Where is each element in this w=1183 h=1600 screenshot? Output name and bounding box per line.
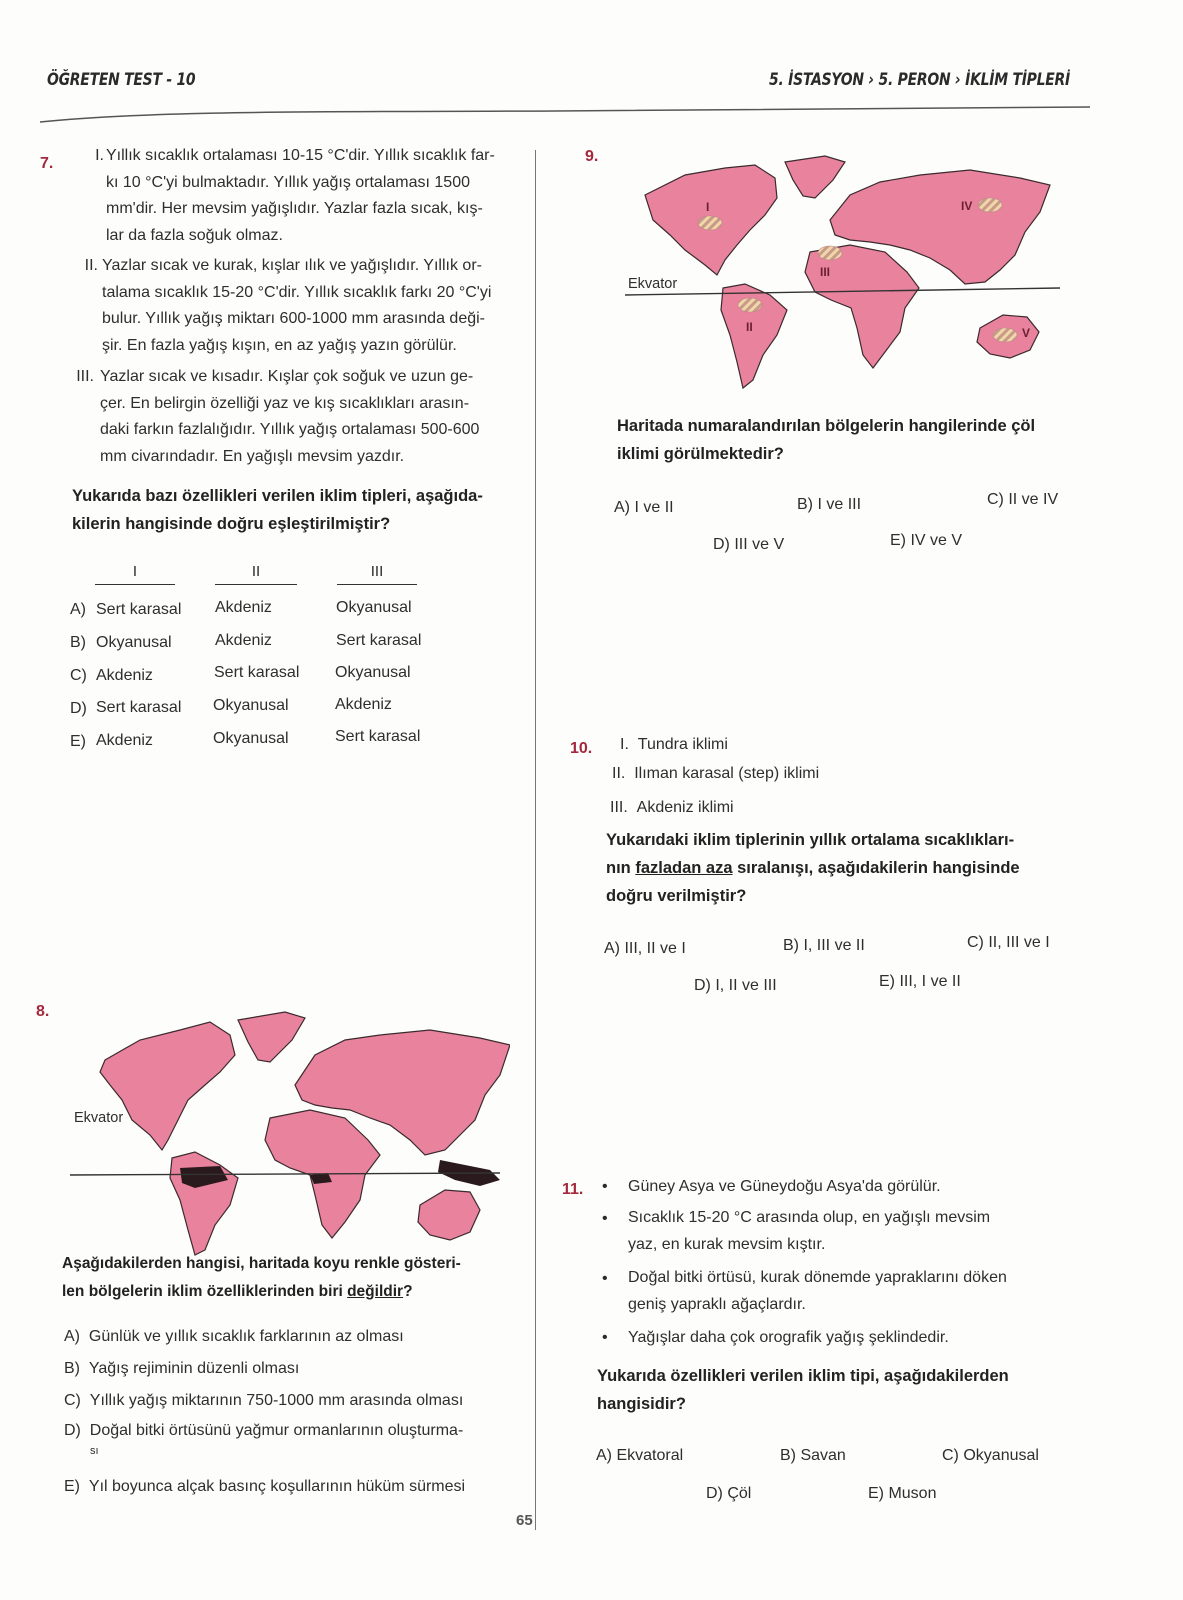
option-letter: A): [64, 1328, 80, 1345]
region-label-ii: II: [746, 320, 753, 334]
landmass-africa: [805, 245, 919, 368]
option-letter: A): [70, 601, 86, 618]
option-text: I ve II: [634, 499, 674, 516]
option-cell: Okyanusal: [335, 664, 411, 681]
option-text: Savan: [800, 1447, 846, 1464]
question-line: Yukarıda bazı özellikleri verilen iklim tipleri, aşağıda-: [72, 487, 483, 505]
option-c[interactable]: [70, 667, 87, 685]
option-letter: E): [64, 1478, 80, 1495]
region-label-v: V: [1022, 326, 1031, 340]
bullet-icon: •: [602, 1270, 608, 1287]
region-i-marker: [698, 216, 722, 230]
option-b[interactable]: [797, 496, 861, 514]
emphasis-underlined: değildir: [347, 1283, 404, 1300]
option-letter: D): [706, 1485, 723, 1502]
emphasis-underlined: fazladan aza: [635, 859, 733, 877]
column-rule: [337, 584, 417, 585]
option-e[interactable]: [64, 1478, 465, 1496]
text-line: Yıllık sıcaklık ortalaması 10-15 °C'dir. Yıllık sıcaklık far-: [106, 147, 495, 164]
question-number-10: 10.: [570, 740, 593, 757]
option-letter: D): [713, 536, 730, 553]
option-text: Okyanusal: [963, 1447, 1039, 1464]
option-letter: A): [614, 499, 630, 516]
landmass-greenland: [238, 1012, 305, 1062]
column-header-iii: III: [370, 563, 384, 580]
option-text: I, III ve II: [803, 937, 865, 954]
region-iii-marker: [818, 246, 842, 260]
text-line: bulur. Yıllık yağış miktarı 600-1000 mm arasında deği-: [102, 310, 485, 327]
option-b[interactable]: [64, 1360, 299, 1378]
option-letter: D): [70, 700, 87, 717]
equator-line: [70, 1173, 500, 1175]
question-number-8: 8.: [36, 1003, 50, 1020]
region-label-iii: III: [820, 265, 831, 279]
option-text: Muson: [888, 1485, 937, 1502]
option-letter: E): [868, 1485, 884, 1502]
q10-question: [606, 826, 1086, 910]
column-rule: [95, 584, 175, 585]
option-cell: Okyanusal: [96, 634, 172, 651]
option-letter: E): [890, 532, 906, 549]
option-cell: Sert karasal: [336, 632, 422, 649]
equator-label-q9: Ekvator: [628, 276, 678, 292]
option-d[interactable]: [64, 1422, 463, 1440]
option-text: I, II ve III: [715, 977, 777, 994]
option-letter: D): [64, 1422, 81, 1439]
question-line: Yukarıdaki iklim tiplerinin yıllık ortalama sıcaklıkları-: [606, 831, 1015, 849]
breadcrumb: [769, 70, 1070, 90]
text-line: lar da fazla soğuk olmaz.: [106, 226, 283, 244]
option-a[interactable]: [70, 601, 86, 619]
question-line: [606, 854, 1086, 882]
option-b[interactable]: [783, 937, 865, 955]
option-e[interactable]: [70, 733, 86, 751]
roman-numeral: II.: [612, 765, 626, 782]
option-text: Yağış rejiminin düzenli olması: [88, 1360, 300, 1377]
option-text: Günlük ve yıllık sıcaklık farklarının az olması: [88, 1328, 404, 1345]
option-letter: E): [70, 733, 86, 750]
option-text: II ve IV: [1008, 491, 1059, 508]
question-number-9: 9.: [585, 148, 599, 165]
bullet-icon: •: [602, 1178, 608, 1195]
q10-item-2: [612, 765, 819, 783]
region-v-marker: [993, 328, 1017, 342]
option-text: III ve V: [734, 536, 785, 553]
option-d[interactable]: [713, 536, 784, 554]
option-a[interactable]: [614, 499, 674, 517]
option-letter: C): [942, 1447, 959, 1464]
question-text: nın: [606, 859, 636, 877]
option-cell: Akdeniz: [215, 632, 272, 649]
option-text: Yıl boyunca alçak basınç koşullarının hüküm sürmesi: [88, 1478, 466, 1495]
text-line: talama sıcaklık 15-20 °C'dir. Yıllık sıcaklık farkı 20 °C'yi: [102, 283, 492, 301]
breadcrumb-item: 5. PERON: [878, 70, 951, 90]
text-line: daki farkın fazlalığıdır. Yıllık yağış ortalaması 500-600: [100, 421, 480, 438]
text-line: kı 10 °C'yi bulmaktadır. Yıllık yağış ortalaması 1500: [106, 173, 470, 191]
option-cell: Akdeniz: [335, 696, 392, 713]
roman-numeral: II.: [84, 257, 98, 274]
option-a[interactable]: [596, 1447, 683, 1465]
breadcrumb-separator: ›: [955, 70, 961, 90]
question-text: len bölgelerin iklim özelliklerinden biri: [62, 1283, 348, 1300]
breadcrumb-item: 5. İSTASYON: [769, 70, 864, 90]
roman-numeral: I.: [620, 736, 629, 753]
item-text: Akdeniz iklimi: [636, 799, 734, 816]
text-line: Yazlar sıcak ve kısadır. Kışlar çok soğuk ve uzun ge-: [100, 368, 474, 385]
option-letter: C): [70, 667, 87, 684]
option-cell: Akdeniz: [96, 732, 153, 749]
question-number-7: 7.: [40, 155, 54, 172]
q11-bullet-2: [628, 1205, 990, 1258]
option-text: II, III ve I: [988, 934, 1050, 951]
question-line: hangisidir?: [597, 1395, 686, 1413]
option-cell: Okyanusal: [213, 730, 289, 747]
text-line: geniş yapraklı ağaçlardır.: [628, 1295, 806, 1313]
option-d[interactable]: [694, 977, 777, 995]
region-ii-marker: [738, 298, 762, 312]
q10-item-1: [620, 736, 728, 754]
option-letter: B): [783, 937, 799, 954]
text-line: Yazlar sıcak ve kurak, kışlar ılık ve yağışlıdır. Yıllık or-: [102, 257, 482, 274]
option-letter: C): [967, 934, 984, 951]
question-line: Yukarıda özellikleri verilen iklim tipi, aşağıdakilerden: [597, 1367, 1009, 1385]
option-d[interactable]: [706, 1485, 751, 1503]
q11-bullet-4: Yağışlar daha çok orografik yağış şeklindedir.: [628, 1329, 949, 1346]
question-line: iklimi görülmektedir?: [617, 445, 784, 463]
option-letter: D): [694, 977, 711, 994]
breadcrumb-separator: ›: [868, 70, 874, 90]
option-c[interactable]: [987, 491, 1058, 509]
equator-label-q8: Ekvator: [74, 1110, 124, 1126]
question-line: Haritada numaralandırılan bölgelerin hangilerinde çöl: [617, 417, 1036, 435]
text-line: şir. En fazla yağış kışın, en az yağış yazın görülür.: [102, 336, 457, 354]
landmass-greenland: [785, 156, 845, 198]
column-header-ii: II: [251, 563, 261, 580]
test-title: ÖĞRETEN TEST - 10: [47, 70, 196, 90]
q8-question: [62, 1250, 532, 1306]
option-e[interactable]: [890, 532, 962, 550]
landmass-australia: [418, 1190, 480, 1240]
option-letter: C): [987, 491, 1004, 508]
option-cell: Sert karasal: [214, 664, 300, 681]
option-letter: A): [596, 1447, 612, 1464]
roman-numeral: III.: [610, 799, 628, 816]
text-line: mm civarındadır. En yağışlı mevsim yazdır.: [100, 447, 405, 465]
text-line: yaz, en kurak mevsim kıştır.: [628, 1235, 826, 1253]
option-c[interactable]: [64, 1392, 463, 1410]
column-header-i: I: [132, 563, 138, 580]
q9-question: [617, 412, 1087, 468]
option-text: III, II ve I: [624, 940, 686, 957]
item-text: Ilıman karasal (step) iklimi: [634, 765, 820, 782]
question-number-11: 11.: [562, 1181, 584, 1198]
question-mark: ?: [403, 1283, 413, 1300]
dark-region-congo: [310, 1173, 332, 1184]
option-a[interactable]: [604, 940, 686, 958]
option-letter: A): [604, 940, 620, 957]
option-c[interactable]: [967, 934, 1050, 952]
option-letter: E): [879, 973, 895, 990]
breadcrumb-item: İKLİM TİPLERİ: [965, 70, 1070, 90]
option-cell: Sert karasal: [96, 601, 182, 618]
q11-bullet-1: Güney Asya ve Güneydoğu Asya'da görülür.: [628, 1178, 941, 1195]
item-text: Tundra iklimi: [637, 736, 728, 753]
option-d-continuation: sı: [90, 1445, 99, 1457]
option-cell: Sert karasal: [335, 728, 421, 745]
landmass-north-america: [100, 1022, 235, 1150]
world-map-q9: [625, 150, 1070, 400]
option-letter: C): [64, 1392, 81, 1409]
option-cell: Akdeniz: [215, 599, 272, 616]
region-label-iv: IV: [961, 199, 973, 213]
roman-numeral: III.: [76, 368, 94, 385]
option-letter: B): [780, 1447, 796, 1464]
text-line: Sıcaklık 15-20 °C arasında olup, en yağışlı mevsim: [628, 1209, 991, 1226]
q10-item-3: [610, 799, 734, 817]
option-text: Ekvatoral: [616, 1447, 684, 1464]
option-text: I ve III: [817, 496, 862, 513]
option-a[interactable]: [64, 1328, 404, 1346]
option-text: III, I ve II: [899, 973, 961, 990]
question-line: [62, 1278, 532, 1306]
option-text: Çöl: [727, 1485, 752, 1502]
question-line: Aşağıdakilerden hangisi, haritada koyu renkle gösteri-: [62, 1255, 461, 1272]
page-number: 65: [516, 1512, 533, 1529]
region-iv-marker: [978, 198, 1002, 212]
option-letter: B): [797, 496, 813, 513]
question-line: kilerin hangisinde doğru eşleştirilmiştir?: [72, 515, 391, 533]
option-cell: Akdeniz: [96, 667, 153, 684]
roman-numeral: I.: [95, 147, 104, 164]
region-label-i: I: [706, 200, 710, 214]
text-line: mm'dir. Her mevsim yağışlıdır. Yazlar fazla sıcak, kış-: [106, 200, 483, 217]
text-line: çer. En belirgin özelliği yaz ve kış sıcaklıkları arasın-: [100, 394, 470, 412]
option-b[interactable]: [780, 1447, 846, 1465]
q11-question: [597, 1362, 1077, 1418]
bullet-icon: •: [602, 1329, 608, 1346]
header-rule: [35, 100, 1095, 130]
bullet-icon: •: [602, 1210, 608, 1227]
option-letter: B): [70, 634, 86, 651]
option-cell: Okyanusal: [336, 599, 412, 616]
world-map-q8: [70, 1000, 510, 1260]
option-e[interactable]: [868, 1485, 936, 1503]
column-rule: [215, 584, 297, 585]
q7-question: [72, 482, 532, 538]
option-d[interactable]: [70, 700, 87, 718]
question-line: doğru verilmiştir?: [606, 887, 747, 905]
option-e[interactable]: [879, 973, 961, 991]
option-text: IV ve V: [910, 532, 963, 549]
option-b[interactable]: [70, 634, 86, 652]
option-cell: Sert karasal: [96, 699, 182, 716]
option-c[interactable]: [942, 1447, 1039, 1465]
q11-bullet-3: [628, 1265, 1007, 1318]
text-line: Doğal bitki örtüsü, kurak dönemde yapraklarını döken: [628, 1269, 1007, 1286]
option-text: Doğal bitki örtüsünü yağmur ormanlarının oluşturma-: [89, 1422, 464, 1439]
option-letter: B): [64, 1360, 80, 1377]
option-cell: Okyanusal: [213, 697, 289, 714]
question-text: sıralanışı, aşağıdakilerin hangisinde: [732, 859, 1020, 877]
option-text: Yıllık yağış miktarının 750-1000 mm arasında olması: [89, 1392, 464, 1409]
